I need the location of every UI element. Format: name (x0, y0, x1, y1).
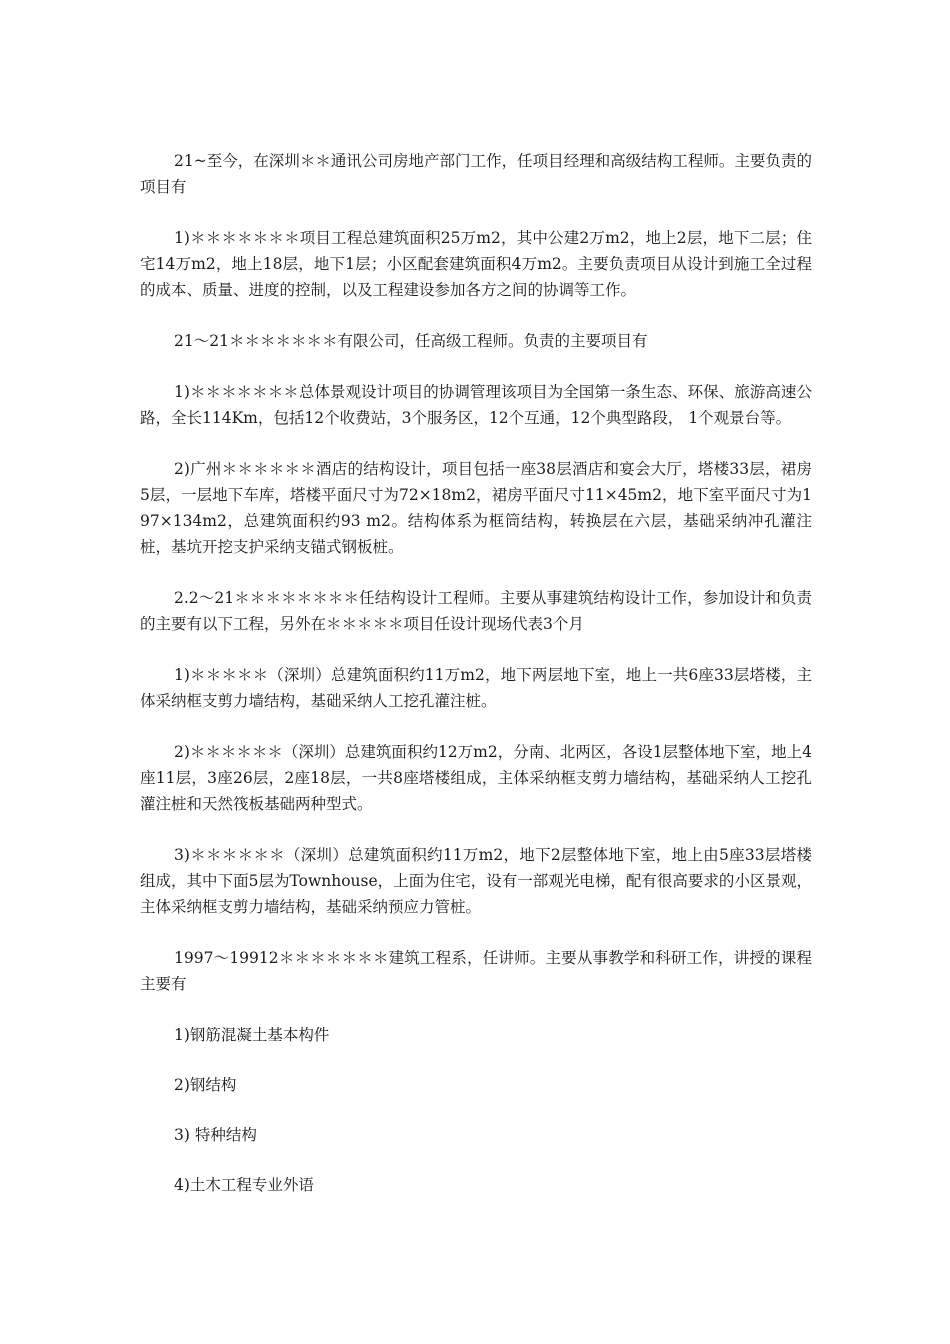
paragraph-company-intro: 21～21＊＊＊＊＊＊＊有限公司，任高级工程师。负责的主要项目有 (174, 332, 648, 350)
paragraph-design-project-3: 3)＊＊＊＊＊＊（深圳）总建筑面积约11万m2，地下2层整体地下室，地上由5座33层塔楼组成，其中下面5层为Townhouse，上面为住宅，设有一部观光电梯，配有很高要求的小区景观，主体采纳框支剪力墙结构，基础采纳预应力管桩。 (140, 846, 812, 916)
paragraph-project-2-hotel: 2)广州＊＊＊＊＊＊酒店的结构设计，项目包括一座38层酒店和宴会大厅，塔楼33层，裙房5层，一层地下车库，塔楼平面尺寸为72×18m2，裙房平面尺寸11×45m2，地下室平面尺寸为197×134m2，总建筑面积约93 m2。结构体系为框筒结构，转换层在六层，基础采纳冲孔灌注桩，基坑开挖支护采纳支锚式钢板桩。 (140, 460, 812, 556)
paragraph-design-engineer-intro: 2.2～21＊＊＊＊＊＊＊＊任结构设计工程师。主要从事建筑结构设计工作，参加设计和负责的主要有以下工程，另外在＊＊＊＊＊项目任设计现场代表3个月 (140, 589, 812, 633)
document-body (140, 148, 812, 1222)
course-item: 3) 特种结构 (174, 1126, 257, 1144)
course-item: 4)土木工程专业外语 (174, 1176, 314, 1194)
paragraph-project-1-residential: 1)＊＊＊＊＊＊＊项目工程总建筑面积25万m2，其中公建2万m2，地上2层，地下二层；住宅14万m2，地上18层，地下1层；小区配套建筑面积4万m2。主要负责项目从设计到施工全过程的成本、质量、进度的控制，以及工程建设参加各方之间的协调等工作。 (140, 229, 812, 299)
paragraph-lecturer-intro: 1997～19912＊＊＊＊＊＊＊建筑工程系，任讲师。主要从事教学和科研工作，讲授的课程主要有 (140, 949, 812, 993)
paragraph-design-project-1: 1)＊＊＊＊＊（深圳）总建筑面积约11万m2，地下两层地下室，地上一共6座33层塔楼，主体采纳框支剪力墙结构，基础采纳人工挖孔灌注桩。 (140, 666, 812, 710)
course-item: 1)钢筋混凝土基本构件 (174, 1026, 330, 1044)
paragraph-shenzhen-intro: 21~至今，在深圳＊＊通讯公司房地产部门工作，任项目经理和高级结构工程师。主要负责的项目有 (140, 152, 812, 196)
course-item: 2)钢结构 (174, 1076, 237, 1094)
paragraph-project-1-landscape: 1)＊＊＊＊＊＊＊总体景观设计项目的协调管理该项目为全国第一条生态、环保、旅游高速公路，全长114Km，包括12个收费站，3个服务区，12个互通，12个典型路段， 1个观景台等。 (140, 383, 812, 427)
paragraph-design-project-2: 2)＊＊＊＊＊＊（深圳）总建筑面积约12万m2，分南、北两区，各设1层整体地下室，地上4座11层，3座26层，2座18层，一共8座塔楼组成，主体采纳框支剪力墙结构，基础采纳人工挖孔灌注桩和天然筏板基础两种型式。 (140, 743, 812, 813)
